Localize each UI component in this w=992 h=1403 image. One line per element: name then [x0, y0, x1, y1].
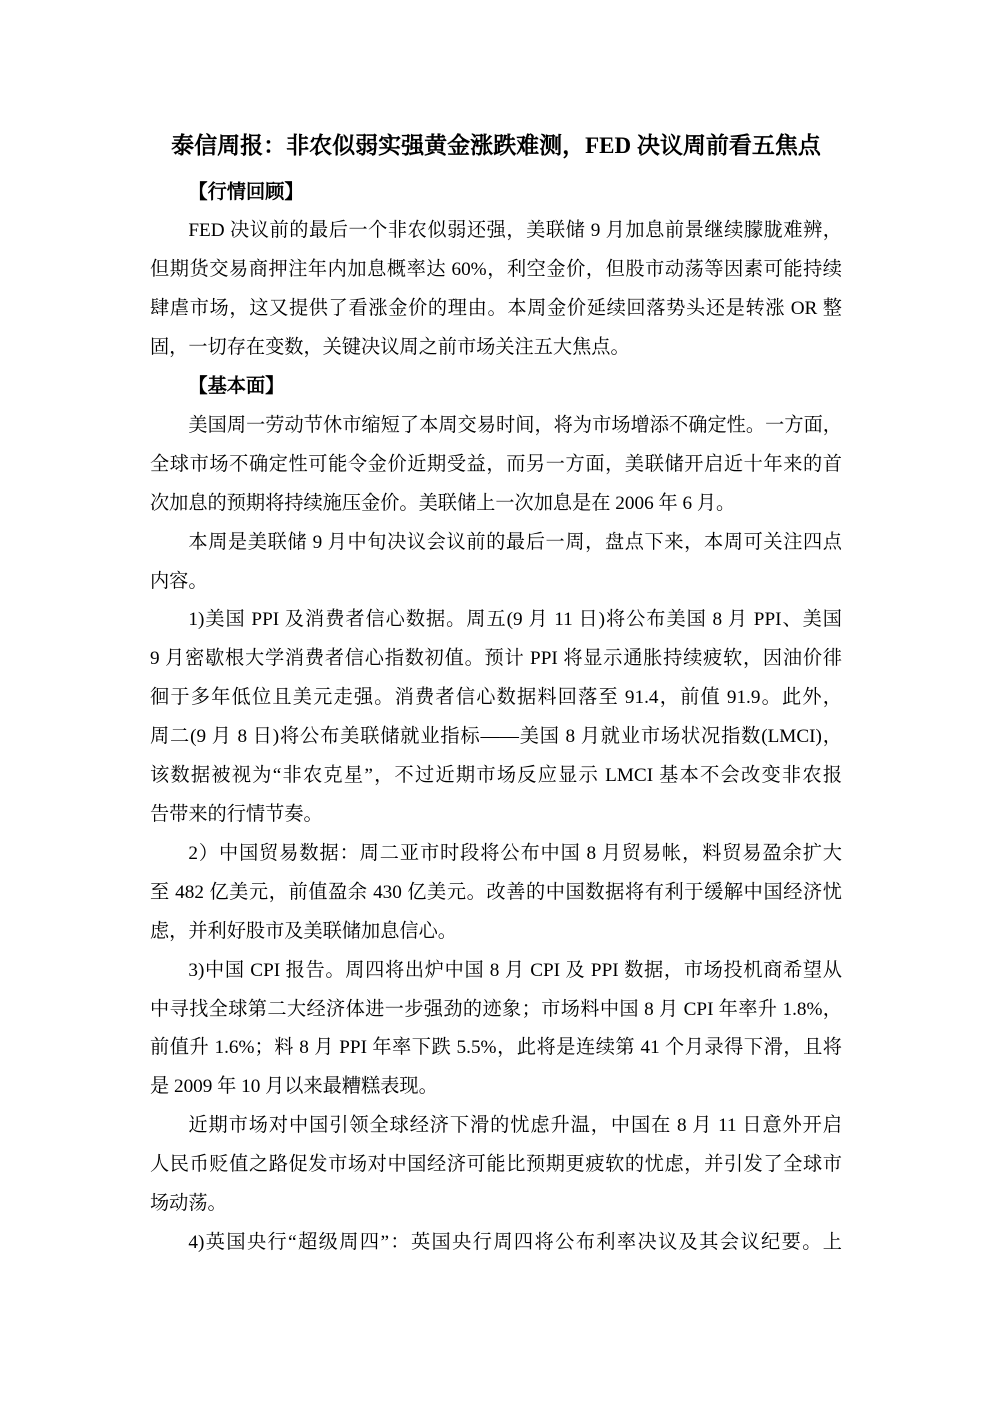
text-line: 次加息的预期将持续施压金价。美联储上一次加息是在 2006 年 6 月。 [150, 492, 736, 514]
paragraph [150, 1224, 842, 1263]
section-heading: 【基本面】 [188, 376, 285, 398]
text-line: 全球市场不确定性可能令金价近期受益，而另一方面，美联储开启近十年来的首 [150, 453, 842, 475]
text-line: 9 月密歇根大学消费者信心指数初值。预计 PPI 将显示通胀持续疲软，因油价徘 [150, 648, 842, 670]
text-line: 是 2009 年 10 月以来最糟糕表现。 [150, 1076, 438, 1098]
text-line: 人民币贬值之路促发市场对中国经济可能比预期更疲软的忧虑，并引发了全球市 [150, 1154, 842, 1176]
paragraph [150, 601, 842, 834]
text-line: 至 482 亿美元，前值盈余 430 亿美元。改善的中国数据将有利于缓解中国经济忧 [150, 881, 842, 903]
text-line: FED 决议前的最后一个非农似弱还强，美联储 9 月加息前景继续朦胧难辨， [188, 220, 842, 242]
text-line: 3)中国 CPI 报告。周四将出炉中国 8 月 CPI 及 PPI 数据，市场投机商希望从 [188, 959, 842, 981]
section-fundamentals [150, 368, 842, 1263]
text-line: 中寻找全球第二大经济体进一步强劲的迹象；市场料中国 8 月 CPI 年率升 1.8%， [150, 998, 842, 1020]
text-line: 4)英国央行“超级周四”：英国央行周四将公布利率决议及其会议纪要。上 [188, 1231, 842, 1253]
text-line: 该数据被视为“非农克星”，不过近期市场反应显示 LMCI 基本不会改变非农报 [150, 765, 842, 787]
text-line: 前值升 1.6%；料 8 月 PPI 年率下跌 5.5%，此将是连续第 41 个月录得下滑，且将 [150, 1037, 842, 1059]
text-line: 肆虐市场，这又提供了看涨金价的理由。本周金价延续回落势头还是转涨 OR 整 [150, 298, 842, 320]
paragraph [150, 524, 842, 602]
text-line: 徊于多年低位且美元走强。消费者信心数据料回落至 91.4，前值 91.9。此外， [150, 687, 842, 709]
text-line: 本周是美联储 9 月中旬决议会议前的最后一周，盘点下来，本周可关注四点 [188, 531, 842, 553]
paragraph [150, 952, 842, 1108]
paragraph [150, 835, 842, 952]
paragraph [150, 407, 842, 524]
document-page [150, 126, 842, 1263]
text-line: 但期货交易商押注年内加息概率达 60%，利空金价，但股市动荡等因素可能持续 [150, 259, 842, 281]
paragraph [150, 1107, 842, 1224]
text-line: 近期市场对中国引领全球经济下滑的忧虑升温，中国在 8 月 11 日意外开启 [188, 1115, 842, 1137]
section-heading: 【行情回顾】 [188, 181, 304, 203]
section-market-review [150, 174, 842, 369]
paragraph [150, 212, 842, 368]
text-line: 周二(9 月 8 日)将公布美联储就业指标——美国 8 月就业市场状况指数(LMCI)， [150, 726, 842, 748]
text-line: 1)美国 PPI 及消费者信心数据。周五(9 月 11 日)将公布美国 8 月 PPI、美国 [188, 609, 842, 631]
text-line: 2）中国贸易数据：周二亚市时段将公布中国 8 月贸易帐，料贸易盈余扩大 [188, 842, 842, 864]
text-line: 美国周一劳动节休市缩短了本周交易时间，将为市场增添不确定性。一方面， [188, 414, 842, 436]
text-line: 内容。 [150, 570, 208, 592]
document-title: 泰信周报：非农似弱实强黄金涨跌难测，FED 决议周前看五焦点 [171, 132, 821, 158]
text-line: 虑，并利好股市及美联储加息信心。 [150, 920, 457, 942]
text-line: 场动荡。 [150, 1193, 227, 1215]
text-line: 固，一切存在变数，关键决议周之前市场关注五大焦点。 [150, 337, 630, 359]
text-line: 告带来的行情节奏。 [150, 804, 323, 825]
